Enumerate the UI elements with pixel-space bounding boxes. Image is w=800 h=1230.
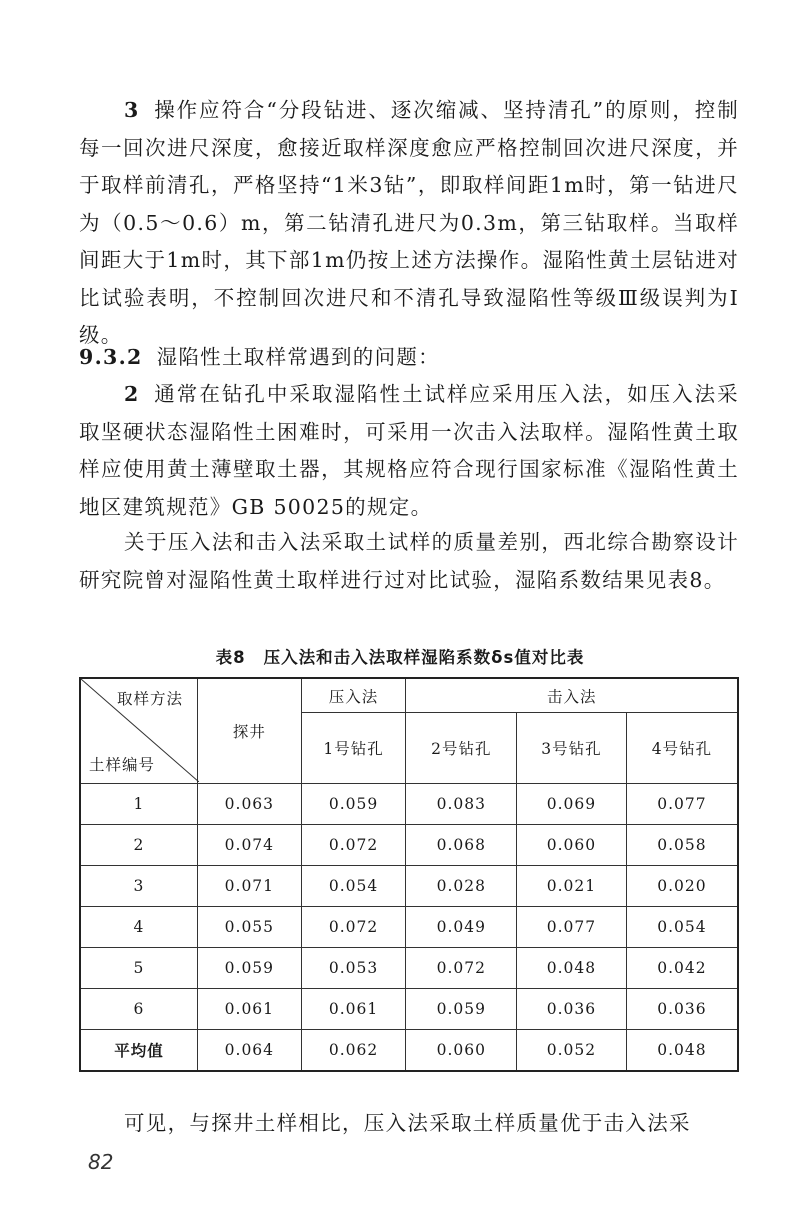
table-cell: 0.028 (406, 866, 517, 907)
table-cell: 0.061 (197, 989, 301, 1030)
table-caption-text: 压入法和击入法取样湿陷系数δs值对比表 (263, 648, 585, 667)
paragraph-conclusion: 可见，与探井土样相比，压入法采取土样质量优于击入法采 (124, 1111, 691, 1135)
subheader-borehole-3: 3号钻孔 (517, 713, 627, 784)
table-cell: 0.064 (197, 1030, 301, 1072)
table-cell: 0.072 (301, 825, 406, 866)
section-title: 湿陷性土取样常遇到的问题： (156, 345, 440, 369)
table-cell: 0.060 (406, 1030, 517, 1072)
table-cell: 0.068 (406, 825, 517, 866)
table-cell: 0.060 (517, 825, 627, 866)
table-cell: 0.049 (406, 907, 517, 948)
table-cell: 0.074 (197, 825, 301, 866)
table-cell: 0.058 (626, 825, 738, 866)
table-cell: 0.077 (517, 907, 627, 948)
table-row (80, 784, 738, 825)
header-hammer-method: 击入法 (406, 678, 738, 713)
corner-header-cell (80, 678, 197, 784)
table-cell: 0.052 (517, 1030, 627, 1072)
table-cell: 0.053 (301, 948, 406, 989)
table-cell: 0.059 (406, 989, 517, 1030)
paragraph-text: 操作应符合“分段钻进、逐次缩减、坚持清孔”的原则，控制每一回次进尺深度，愈接近取样深度愈应严格控制回次进尺深度，并于取样前清孔，严格坚持“1米3钻”，即取样间距1m时，第一钻进尺为（0.5～0.6）m，第二钻清孔进尺为0.3m，第三钻取样。当取样间距大于1m时，其下部1m仍按上述方法操作。湿陷性黄土层钻进对比试验表明，不控制回次进尺和不清孔导致湿陷性等级Ⅲ级误判为Ⅰ级。 (79, 98, 739, 347)
paragraph-item-2 (79, 376, 739, 526)
comparison-table (79, 677, 739, 1072)
table-cell: 0.061 (301, 989, 406, 1030)
table-cell: 0.048 (517, 948, 627, 989)
table-row-average (80, 1030, 738, 1072)
table-cell: 0.054 (626, 907, 738, 948)
table-cell: 0.077 (626, 784, 738, 825)
table-cell: 0.021 (517, 866, 627, 907)
subheader-borehole-1: 1号钻孔 (301, 713, 406, 784)
page-number: 82 (88, 1150, 114, 1174)
row-label: 6 (80, 989, 197, 1030)
table-cell: 0.048 (626, 1030, 738, 1072)
table-row (80, 825, 738, 866)
table-cell: 0.054 (301, 866, 406, 907)
item-number: 3 (124, 98, 140, 122)
table-cell: 0.036 (626, 989, 738, 1030)
table-cell: 0.072 (301, 907, 406, 948)
paragraph-item-3 (79, 92, 739, 355)
table-cell: 0.059 (301, 784, 406, 825)
table-cell: 0.059 (197, 948, 301, 989)
row-label: 1 (80, 784, 197, 825)
table-row (80, 948, 738, 989)
item-number: 2 (124, 382, 140, 406)
paragraph-intro-table: 关于压入法和击入法采取土试样的质量差别，西北综合勘察设计研究院曾对湿陷性黄土取样进行过对比试验，湿陷系数结果见表8。 (79, 530, 739, 592)
table-caption (0, 644, 800, 668)
table-cell: 0.036 (517, 989, 627, 1030)
table-cell: 0.083 (406, 784, 517, 825)
header-press-method: 压入法 (301, 678, 406, 713)
row-label-average: 平均值 (80, 1030, 197, 1072)
table-cell: 0.020 (626, 866, 738, 907)
section-number: 9.3.2 (79, 345, 143, 369)
row-label: 3 (80, 866, 197, 907)
table-cell: 0.055 (197, 907, 301, 948)
subheader-borehole-2: 2号钻孔 (406, 713, 517, 784)
row-label: 4 (80, 907, 197, 948)
corner-top-label: 取样方法 (116, 690, 183, 708)
subheader-borehole-4: 4号钻孔 (626, 713, 738, 784)
row-label: 5 (80, 948, 197, 989)
table-row (80, 989, 738, 1030)
corner-bottom-label: 土样编号 (89, 756, 156, 774)
section-heading (79, 339, 739, 377)
table-cell: 0.062 (301, 1030, 406, 1072)
table-header-row (80, 678, 738, 713)
paragraph-text: 通常在钻孔中采取湿陷性土试样应采用压入法，如压入法采取坚硬状态湿陷性土困难时，可采用一次击入法取样。湿陷性黄土取样应使用黄土薄壁取土器，其规格应符合现行国家标准《湿陷性黄土地区建筑规范》GB 50025的规定。 (79, 382, 739, 519)
table-cell: 0.071 (197, 866, 301, 907)
row-label: 2 (80, 825, 197, 866)
table-cell: 0.042 (626, 948, 738, 989)
header-well: 探井 (197, 678, 301, 784)
table-cell: 0.072 (406, 948, 517, 989)
table-row (80, 866, 738, 907)
table-cell: 0.063 (197, 784, 301, 825)
table-cell: 0.069 (517, 784, 627, 825)
table-caption-number: 表8 (215, 648, 246, 667)
table-row (80, 907, 738, 948)
